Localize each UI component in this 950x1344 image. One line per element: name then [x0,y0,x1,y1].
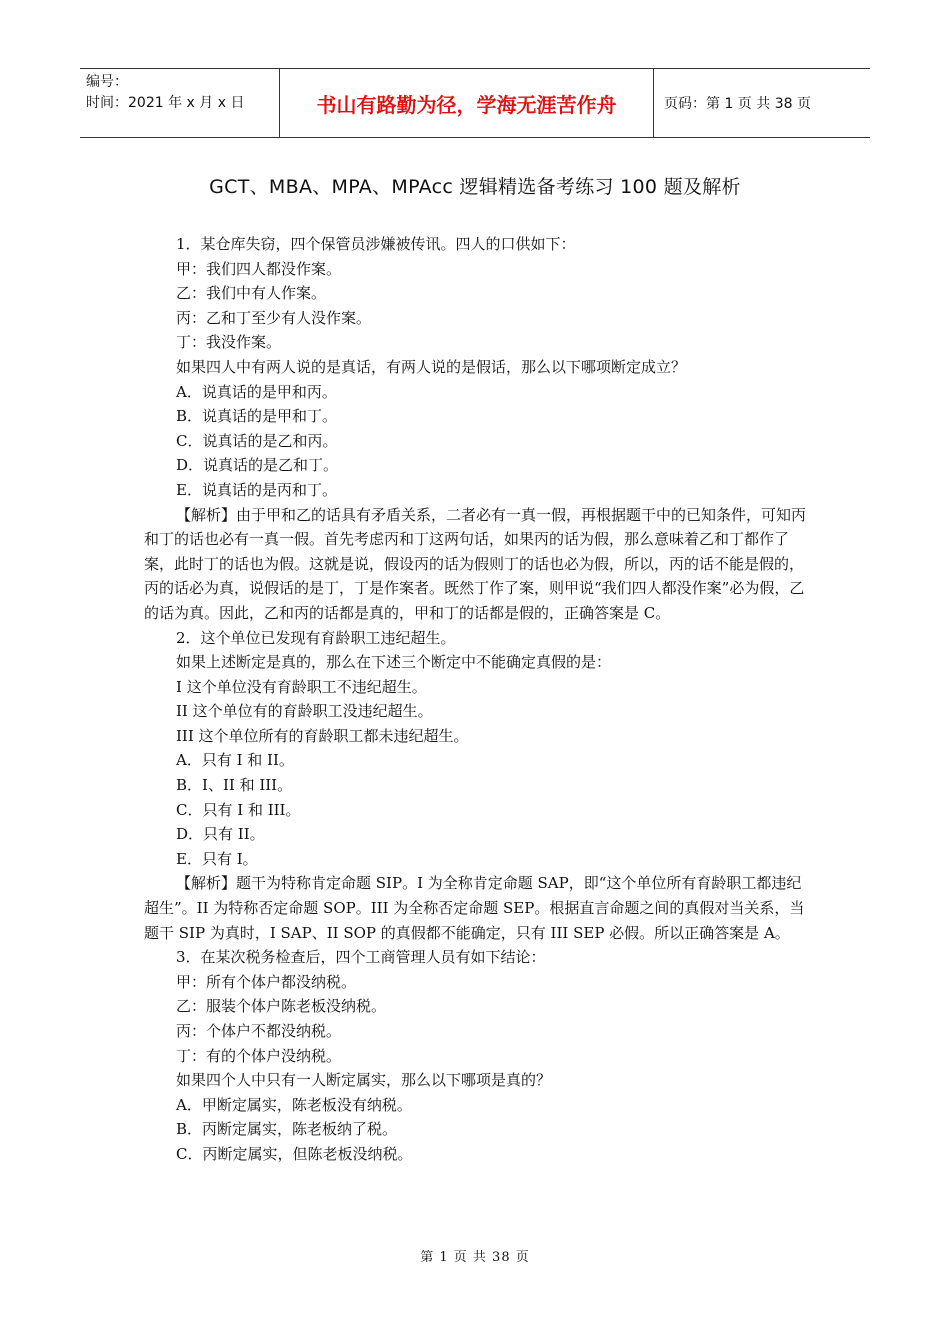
option-item: C．只有 I 和 III。 [176,800,301,819]
paragraph: 3．在某次税务检查后，四个工商管理人员有如下结论： [176,948,546,967]
paragraph: III 这个单位所有的育龄职工都未违纪超生。 [176,726,469,745]
number-label: 编号： [86,74,128,90]
paragraph: 甲：所有个体户都没纳税。 [176,972,357,991]
analysis-paragraph: 【解析】由于甲和乙的话具有矛盾关系，二者必有一真一假，再根据题干中的已知条件，可知丙和丁的话也必有一真一假。首先考虑丙和丁这两句话，如果丙的话为假，那么意味着乙和丁都作了案，此时丁的话也为假。这就是说，假设丙的话为假则丁的话也必为假，所以，丙的话不能是假的，丙的话必为真，说假话的是丁，丁是作案者。既然丁作了案，则甲说“我们四人都没作案”必为假，乙的话为真。因此，乙和丙的话都是真的，甲和丁的话都是假的，正确答案是 C。 [144,505,807,622]
time-label: 时间：2021 年 x 月 x 日 [86,95,245,111]
page-number-label: 页码：第 1 页 共 38 页 [664,96,811,112]
paragraph: II 这个单位有的育龄职工没违纪超生。 [176,702,433,721]
option-item: C．丙断定属实，但陈老板没纳税。 [176,1144,413,1163]
option-item: A．甲断定属实，陈老板没有纳税。 [176,1095,412,1114]
option-item: E．说真话的是丙和丁。 [176,480,337,499]
analysis-paragraph: 【解析】题干为特称肯定命题 SIP。I 为全称肯定命题 SAP，即“这个单位所有育龄职工都违纪超生”。II 为特称否定命题 SOP。III 为全称否定命题 SEP。根据直言命题之间的真假对当关系，当题干 SIP 为真时，I SAP、II SOP 的真假都不能确定，只有 III SEP 必假。所以正确答案是 A。 [144,874,805,942]
paragraph: 如果四人中有两人说的是真话，有两人说的是假话，那么以下哪项断定成立？ [176,357,687,376]
option-item: B．说真话的是甲和丁。 [176,407,338,426]
option-item: A．只有 I 和 II。 [176,751,294,770]
paragraph: 1．某仓库失窃，四个保管员涉嫌被传讯。四人的口供如下： [176,235,576,253]
option-item: E．只有 I。 [176,849,258,868]
option-item: B．I、II 和 III。 [176,776,293,795]
paragraph: 丙：个体户不都没纳税。 [176,1022,342,1040]
paragraph: 乙：服装个体户陈老板没纳税。 [176,997,387,1016]
page-footer: 第 1 页 共 38 页 [420,1250,530,1265]
header-left-cell [80,69,280,137]
document-title: GCT、MBA、MPA、MPAcc 逻辑精选备考练习 100 题及解析 [209,176,741,198]
page-header [80,68,870,138]
paragraph: 甲：我们四人都没作案。 [176,259,342,278]
paragraph: I 这个单位没有育龄职工不违纪超生。 [176,677,427,696]
option-item: B．丙断定属实，陈老板纳了税。 [176,1120,398,1139]
paragraph: 2．这个单位已发现有育龄职工违纪超生。 [176,628,456,647]
paragraph: 丁：我没作案。 [176,333,282,352]
option-item: C．说真话的是乙和丙。 [176,431,338,450]
document-body [144,232,808,1167]
paragraph: 丙：乙和丁至少有人没作案。 [176,308,372,327]
paragraph: 乙：我们中有人作案。 [176,284,327,303]
option-item: A．说真话的是甲和丙。 [176,382,337,401]
paragraph: 丁：有的个体户没纳税。 [176,1046,342,1065]
option-item: D．只有 II。 [176,825,265,844]
paragraph: 如果上述断定是真的，那么在下述三个断定中不能确定真假的是： [176,653,612,672]
motto-text: 书山有路勤为径，学海无涯苦作舟 [280,69,654,137]
paragraph: 如果四个人中只有一人断定属实，那么以下哪项是真的？ [176,1071,552,1090]
option-item: D．说真话的是乙和丁。 [176,456,339,475]
